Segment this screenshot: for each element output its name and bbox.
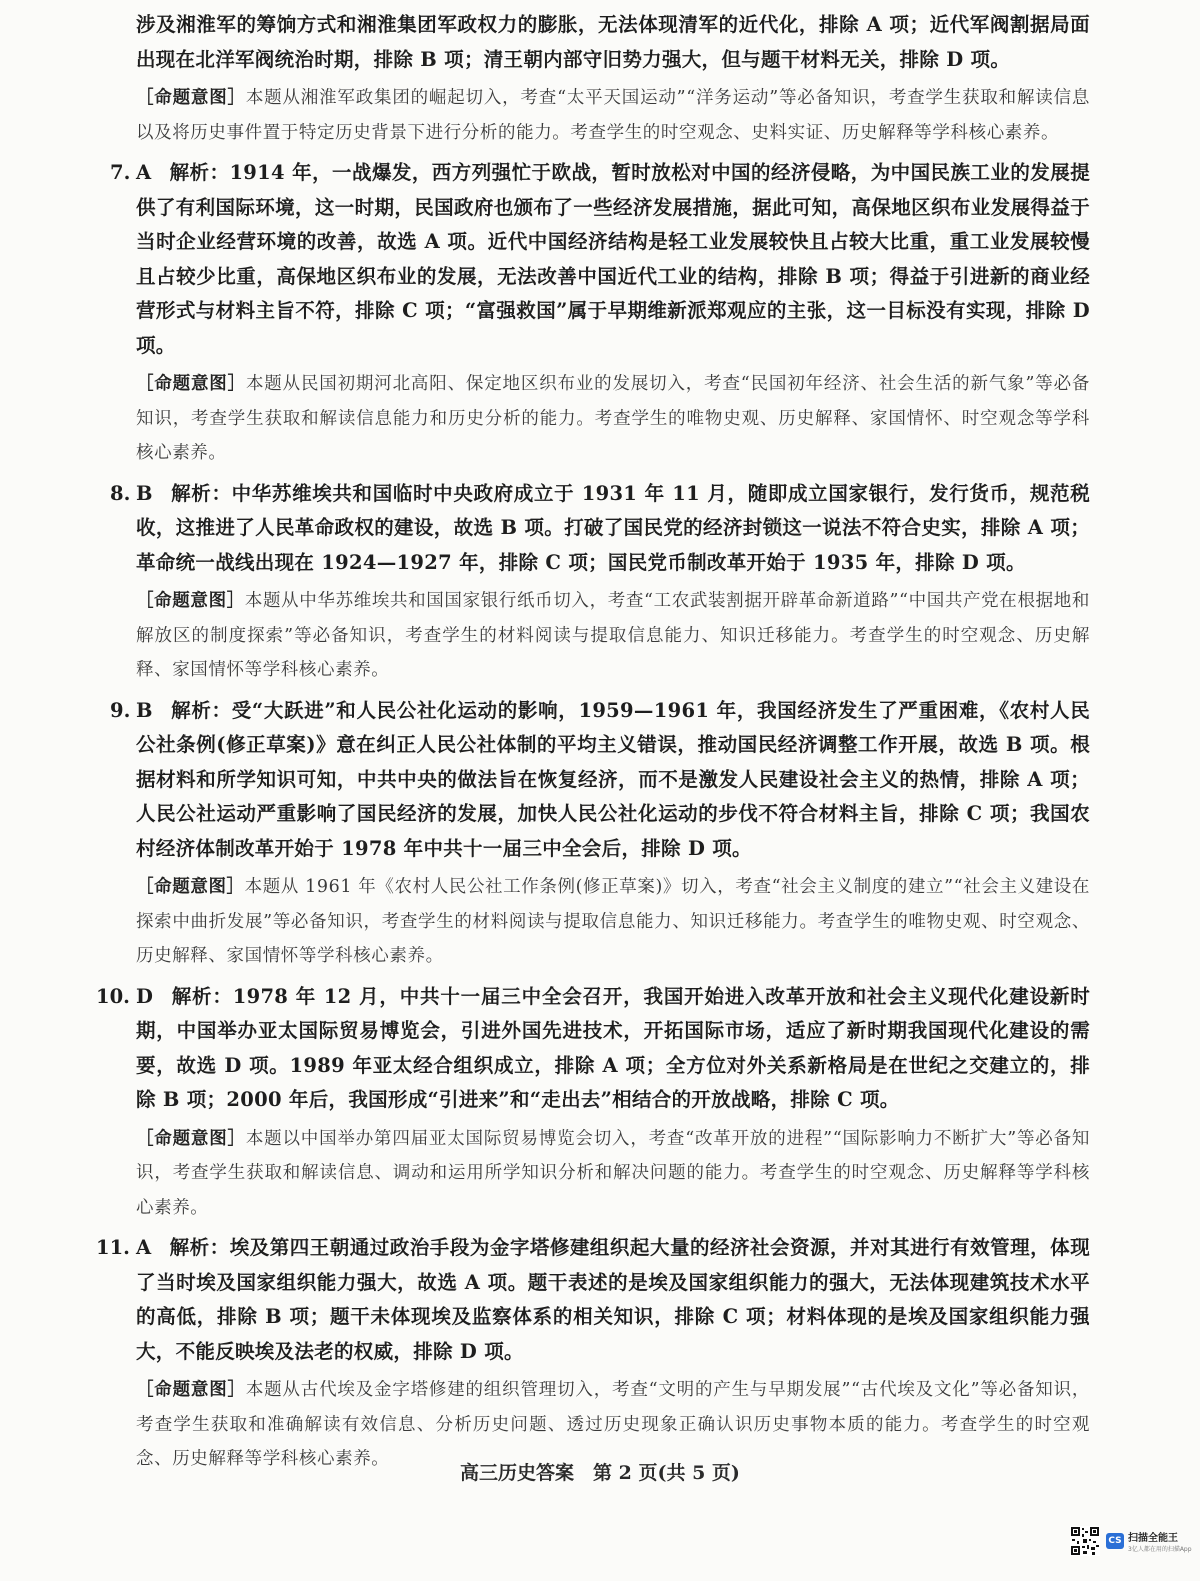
item-text: 埃及第四王朝通过政治手段为金字塔修建组织起大量的经济社会资源，并对其进行有效管理，体现了当时埃及国家组织能力强大，故选 A 项。题干表述的是埃及国家组织能力的强大，无法体现建筑技术水平的高低，排除 B 项；题干未体现埃及监察体系的相关知识，排除 C 项；材料体现的是埃及国家组织能力强大，不能反映埃及法老的权威，排除 D 项。 bbox=[136, 1236, 1090, 1363]
intent-tag: ［命题意图］ bbox=[136, 1380, 246, 1400]
watermark-tagline: 3亿人都在用的扫描App bbox=[1128, 1546, 1192, 1553]
item-text: 中华苏维埃共和国临时中央政府成立于 1931 年 11 月，随即成立国家银行，发行货币，规范税收，这推进了人民革命政权的建设，故选 B 项。打破了国民党的经济封锁这一说法不符合史实，排除 A 项；革命统一战线出现在 1924—1927 年，排除 C 项；国民党币制改革开始于 1935 年，排除 D 项。 bbox=[136, 481, 1090, 574]
item-number: 9. bbox=[110, 698, 131, 722]
intent-text: 本题以中国举办第四届亚太国际贸易博览会切入，考查“改革开放的进程”“国际影响力不断扩大”等必备知识，考查学生获取和解读信息、调动和运用所学知识分析和解决问题的能力。考查学生的时空观念、历史解释等学科核心素养。 bbox=[136, 1128, 1090, 1218]
intent-block bbox=[110, 81, 1090, 150]
answer-item-10 bbox=[96, 980, 1091, 1226]
answer-item-7 bbox=[110, 156, 1090, 471]
intent-tag: ［命题意图］ bbox=[136, 877, 245, 897]
continuation-text: 涉及湘淮军的筹饷方式和湘淮集团军政权力的膨胀，无法体现清军的近代化，排除 A 项；近代军阀割据局面出现在北洋军阀统治时期，排除 B 项；清王朝内部守旧势力强大，但与题干材料无关，排除 D 项。 bbox=[136, 13, 1090, 71]
answer-item-9 bbox=[110, 694, 1090, 974]
item-answer: B bbox=[136, 481, 153, 505]
item-number: 10. bbox=[96, 984, 130, 1008]
intent-text: 本题从民国初期河北高阳、保定地区织布业的发展切入，考查“民国初年经济、社会生活的新气象”等必备知识，考查学生获取和解读信息能力和历史分析的能力。考查学生的唯物史观、历史解释、家国情怀、时空观念等学科核心素养。 bbox=[136, 374, 1090, 463]
item-label: 解析： bbox=[171, 984, 233, 1008]
item-label: 解析： bbox=[169, 161, 230, 184]
intent-tag: ［命题意图］ bbox=[136, 591, 245, 611]
scanner-watermark bbox=[1070, 1526, 1192, 1556]
camscanner-logo: CS bbox=[1106, 1533, 1124, 1549]
page-footer: 高三历史答案 第 2 页(共 5 页) bbox=[460, 1462, 740, 1484]
intent-text: 本题从中华苏维埃共和国国家银行纸币切入，考查“工农武装割据开辟革命新道路”“中国共产党在根据地和解放区的制度探索”等必备知识，考查学生的材料阅读与提取信息能力、知识迁移能力。考查学生的时空观念、历史解释、家国情怀等学科核心素养。 bbox=[136, 591, 1090, 680]
item-text: 受“大跃进”和人民公社化运动的影响，1959—1961 年，我国经济发生了严重困难，《农村人民公社条例(修正草案)》意在纠正人民公社体制的平均主义错误，推动国民经济调整工作开展，故选 B 项。根据材料和所学知识可知，中共中央的做法旨在恢复经济，而不是激发人民建设社会主义的热情，排除 A 项；人民公社运动严重影响了国民经济的发展，加快人民公社化运动的步伐不符合材料主旨，排除 C 项；我国农村经济体制改革开始于 1978 年中共十一届三中全会后，排除 D 项。 bbox=[136, 698, 1090, 860]
answer-content bbox=[96, 8, 1091, 1483]
item-label: 解析： bbox=[170, 698, 232, 722]
intent-block bbox=[110, 367, 1090, 471]
watermark-app-name: 扫描全能王 bbox=[1128, 1533, 1178, 1544]
intent-block bbox=[110, 1122, 1090, 1226]
intent-block bbox=[110, 870, 1090, 974]
item-number: 7. bbox=[110, 161, 131, 184]
answer-item-11 bbox=[96, 1231, 1090, 1477]
intent-tag: ［命题意图］ bbox=[136, 374, 246, 394]
answer-item-8 bbox=[110, 477, 1090, 688]
item-number: 11. bbox=[96, 1236, 130, 1259]
item-number: 8. bbox=[110, 481, 131, 505]
item-answer: A bbox=[136, 1236, 152, 1259]
item-answer: A bbox=[136, 161, 152, 184]
intent-block bbox=[110, 584, 1090, 688]
intent-text: 本题从 1961 年《农村人民公社工作条例(修正草案)》切入，考查“社会主义制度的建立”“社会主义建设在探索中曲折发展”等必备知识，考查学生的材料阅读与提取信息能力、知识迁移能力。考查学生的唯物史观、时空观念、历史解释、家国情怀等学科核心素养。 bbox=[136, 877, 1090, 966]
qr-code-icon bbox=[1070, 1526, 1100, 1556]
item-text: 1978 年 12 月，中共十一届三中全会召开，我国开始进入改革开放和社会主义现代化建设新时期，中国举办亚太国际贸易博览会，引进外国先进技术，开拓国际市场，适应了新时期我国现代化建设的需要，故选 D 项。1989 年亚太经合组织成立，排除 A 项；全方位对外关系新格局是在世纪之交建立的，排除 B 项；2000 年后，我国形成“引进来”和“走出去”相结合的开放战略，排除 C 项。 bbox=[136, 984, 1091, 1111]
item-answer: B bbox=[136, 698, 153, 722]
intent-tag: ［命题意图］ bbox=[136, 88, 246, 108]
item-label: 解析： bbox=[170, 481, 232, 505]
intent-text: 本题从湘淮军政集团的崛起切入，考查“太平天国运动”“洋务运动”等必备知识，考查学生获取和解读信息以及将历史事件置于特定历史背景下进行分析的能力。考查学生的时空观念、史料实证、历史解释等学科核心素养。 bbox=[136, 88, 1090, 143]
item-answer: D bbox=[136, 984, 154, 1008]
item-text: 1914 年，一战爆发，西方列强忙于欧战，暂时放松对中国的经济侵略，为中国民族工业的发展提供了有利国际环境，这一时期，民国政府也颁布了一些经济发展措施，据此可知，高保地区织布业发展得益于当时企业经营环境的改善，故选 A 项。近代中国经济结构是轻工业发展较快且占较大比重，重工业发展较慢且占较少比重，高保地区织布业的发展，无法改善中国近代工业的结构，排除 B 项；得益于引进新的商业经营形式与材料主旨不符，排除 C 项；“富强救国”属于早期维新派郑观应的主张，这一目标没有实现，排除 D 项。 bbox=[136, 161, 1090, 357]
item-label: 解析： bbox=[169, 1236, 230, 1259]
intent-tag: ［命题意图］ bbox=[136, 1128, 246, 1149]
intent-text: 本题从古代埃及金字塔修建的组织管理切入，考查“文明的产生与早期发展”“古代埃及文化”等必备知识，考查学生获取和准确解读有效信息、分析历史问题、透过历史现象正确认识历史事物本质的能力。考查学生的时空观念、历史解释等学科核心素养。 bbox=[136, 1380, 1090, 1469]
